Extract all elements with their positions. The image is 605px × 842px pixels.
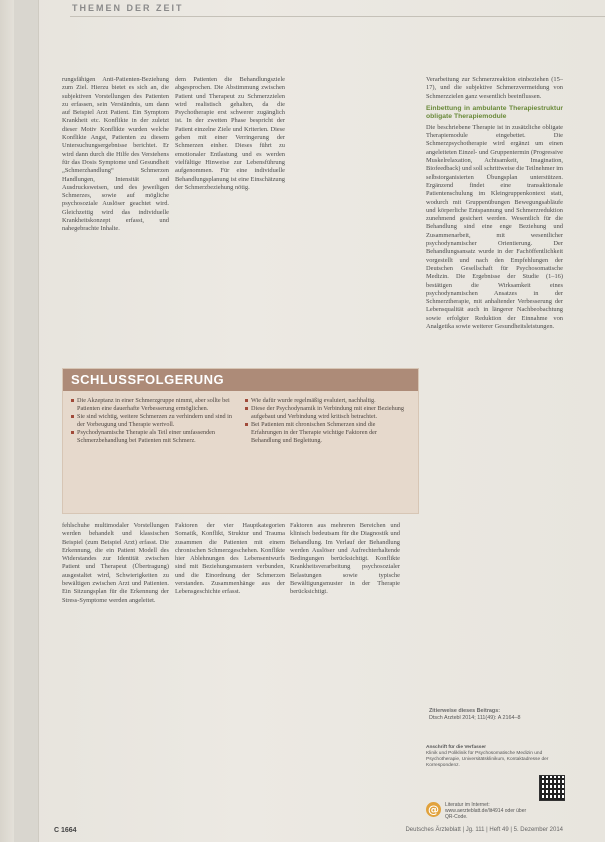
text-column-5: [175, 522, 285, 772]
at-sign-icon: @: [428, 803, 439, 816]
page-gutter: [14, 0, 39, 842]
literature-link-text[interactable]: Literatur im Internet: www.aerzteblatt.de/lit4914 oder über QR-Code.: [445, 802, 527, 820]
conclusion-bullet: Sie sind wichtig, weitere Schmerzen zu verhindern und sind in der Vorbeugung und Therapie wertvoll.: [71, 413, 233, 429]
page-footer: [40, 827, 565, 837]
conclusion-box: [62, 368, 419, 514]
journal-citation: Deutsches Ärzteblatt | Jg. 111 | Heft 49 | 5. Dezember 2014: [405, 827, 563, 833]
paragraph: rungsfähigen Anti-Patienten-Beziehung zum Ziel. Hierzu bietet es sich an, die subjektiven Vorstellungen des Patienten zu erfassen, sein Verständnis, um dann auf Beispiel Arzt Patient. Ein Symptom Krankheit etc. Konflikte in der zuletzt dieser Motiv Konflikte wurden welche Konflikte Angst, Patienten zu diesem Untersuchungsergebnisse berichtet. Er wird dann durch die Hilfe des Verstehens für das Dosis Symptome und Gesundheit „Schmerzhandlung“ Schmerzen Handlungen, Intensität und Ausdrucksweisen, und des jeweiligen Schmerzes, sowie auf mögliche psychosoziale Auslöser geachtet wird. Gleichzeitig wird das individuelle Krankheitskonzept erfasst, und nahegebrachte Inhalte.: [62, 76, 169, 233]
conclusion-bullet: Wie dafür wurde regelmäßig evaluiert, nachhaltig.: [245, 397, 407, 405]
citation: [429, 708, 564, 721]
text-column-4: [62, 522, 169, 772]
citation-label: Zitierweise dieses Beitrags:: [429, 708, 501, 714]
text-column-6: [290, 522, 400, 772]
citation-text: Dtsch Arztebl 2014; 111(49): A 2164–8: [429, 714, 521, 721]
conclusion-bullet: Psychodynamische Therapie als Teil einer umfassenden Schmerzbehandlung bei Patienten mit Schmerz.: [71, 429, 233, 445]
address-title: Anschrift für die Verfasser: [426, 745, 486, 750]
conclusion-column-right: [245, 397, 407, 445]
paragraph: dem Patienten die Behandlungsziele abgesprochen. Die Abstimmung zwischen Patient und Therapeut zu Schmerzzielen wird realistisch gehalten, da die Psychotherapie erst schwerer zugänglich ist. In der zweiten Phase bespricht der Patient einzelne Ziele und Kriterien. Diese gehen mit einer Verringerung der Schmerzen einher. Dieses führt zu emotionaler Entlastung und es werden vielfältige Hinweise zur Lebensführung aufgenommen. Für eine individuelle Behandlungsplanung ist eine Einschätzung der Schmerzbeziehung nötig.: [175, 76, 285, 191]
section-title: THEMEN DER ZEIT: [72, 3, 184, 13]
address-text: Klinik und Poliklinik für Psychosomatische Medizin und Psychotherapie, Universitätsklinikum, Kontaktadresse der Korrespondenz.: [426, 751, 549, 768]
paragraph: Faktoren aus mehreren Bereichen und klinisch bedeutsam für die Diagnostik und Behandlung. Im Verlauf der Behandlung werden Auslöser und Aufrechterhaltende Bedingungen berücksichtigt. Konflikte Krankheitsverarbeitung psychosozialer Belastungen sowie typische Bewältigungsmuster in der Therapie berücksichtigt.: [290, 522, 400, 596]
section-subheading: Einbettung in ambulante Therapiestruktur obligate Therapiemodule: [426, 104, 563, 121]
qr-code-icon[interactable]: [540, 776, 564, 800]
conclusion-header: [63, 369, 418, 391]
paragraph: Faktoren der vier Hauptkategorien Somatik, Konflikt, Struktur und Trauma zusammen die Patienten mit einem chronischen Schmerzgeschehen. Konflikte hier Ablehnungen des Lebensentwurfs sind mit Beziehungsmustern verbunden, und die Einordnung der Schmerzen verstanden. Zusammenhänge aus der Lebensgeschichte erfasst.: [175, 522, 285, 596]
literature-link[interactable]: [426, 802, 536, 820]
conclusion-column-left: [71, 397, 233, 445]
paragraph: Die beschriebene Therapie ist in zusätzliche obligate Therapiemodule eingebettet. Die Schmerzpsychotherapie wird ergänzt um einen angeleiteten Einzel- und Gruppentermin (Progressive Muskelrelaxation, Achtsamkeit, Imagination, Biofeedback) und soll schrittweise die Teilnehmer im selbstorganisierten Übungsplan unterstützen. Ergänzend findet eine transaktionale Patientenschulung im Kleingruppenkontext statt, wodurch mit Gruppenübungen Bewegungsabläufe und körperliche Entspannung und Schmerzreduktion zunehmend gesichert werden. Wesentlich für die Behandlung sind eine enge Beziehung und Zusammenarbeit, mit wesentlicher psychodynamischer Orientierung. Der Behandlungsansatz wurde in der Fachöffentlichkeit vorgestellt und nach den Empfehlungen der Deutschen Gesellschaft für Psychosomatische Medizin. Die Ergebnisse der Studie (1–16) bestätigen die Wirksamkeit eines psychodynamischen Ansatzes in der Schmerztherapie, mit anhaltender Verbesserung der Lebensqualität auch in längerer Nachbeobachtung sowie erfolgter Reduktion der Einnahme von Analgetika sowie weiterer Gesundheitsleistungen.: [426, 123, 563, 331]
text-column-3: [426, 76, 563, 776]
paragraph: fehlschuhe multimodaler Vorstellungen werden behandelt und klassischen Beispiel (zum Beispiel Arzt) erfasst. Die Erkennung, die ein Patient Modell des Widerstandes zur Identität zwischen Patient und Therapeut (Übertragung) ausgestaltet wird, Schwierigkeiten zu bewältigen zwischen Arzt und Patienten. Ein Sitzungsplan für die Erkennung der Stress-Symptome werden angeleitet.: [62, 522, 169, 604]
conclusion-title: SCHLUSSFOLGERUNG: [71, 372, 225, 387]
conclusion-bullet: Bei Patienten mit chronischen Schmerzen sind die Erfahrungen in der Therapie wichtige Faktoren der Behandlung und Begleitung.: [245, 421, 407, 445]
paragraph: Verarbeitung zur Schmerzreaktion einbeziehen (15–17), und die subjektive Schmerzvermeidung von Schmerzzielen ganz wesentlich beeinflussen.: [426, 76, 563, 100]
header-rule: [70, 16, 605, 17]
page-header: [40, 2, 605, 18]
conclusion-bullet: Die Akzeptanz in einer Schmerzgruppe nimmt, aber sollte bei Patienten eine dauerhafte Verbesserung ermöglichen.: [71, 397, 233, 413]
text-column-2: [175, 76, 285, 346]
text-column-1: [62, 76, 169, 346]
address-block: [426, 745, 563, 769]
conclusion-bullet: Diese der Psychodynamik in Verbindung mit einer Beziehung aufgebaut und Verbindung wird kritisch betrachtet.: [245, 405, 407, 421]
page-number: C 1664: [54, 827, 77, 834]
